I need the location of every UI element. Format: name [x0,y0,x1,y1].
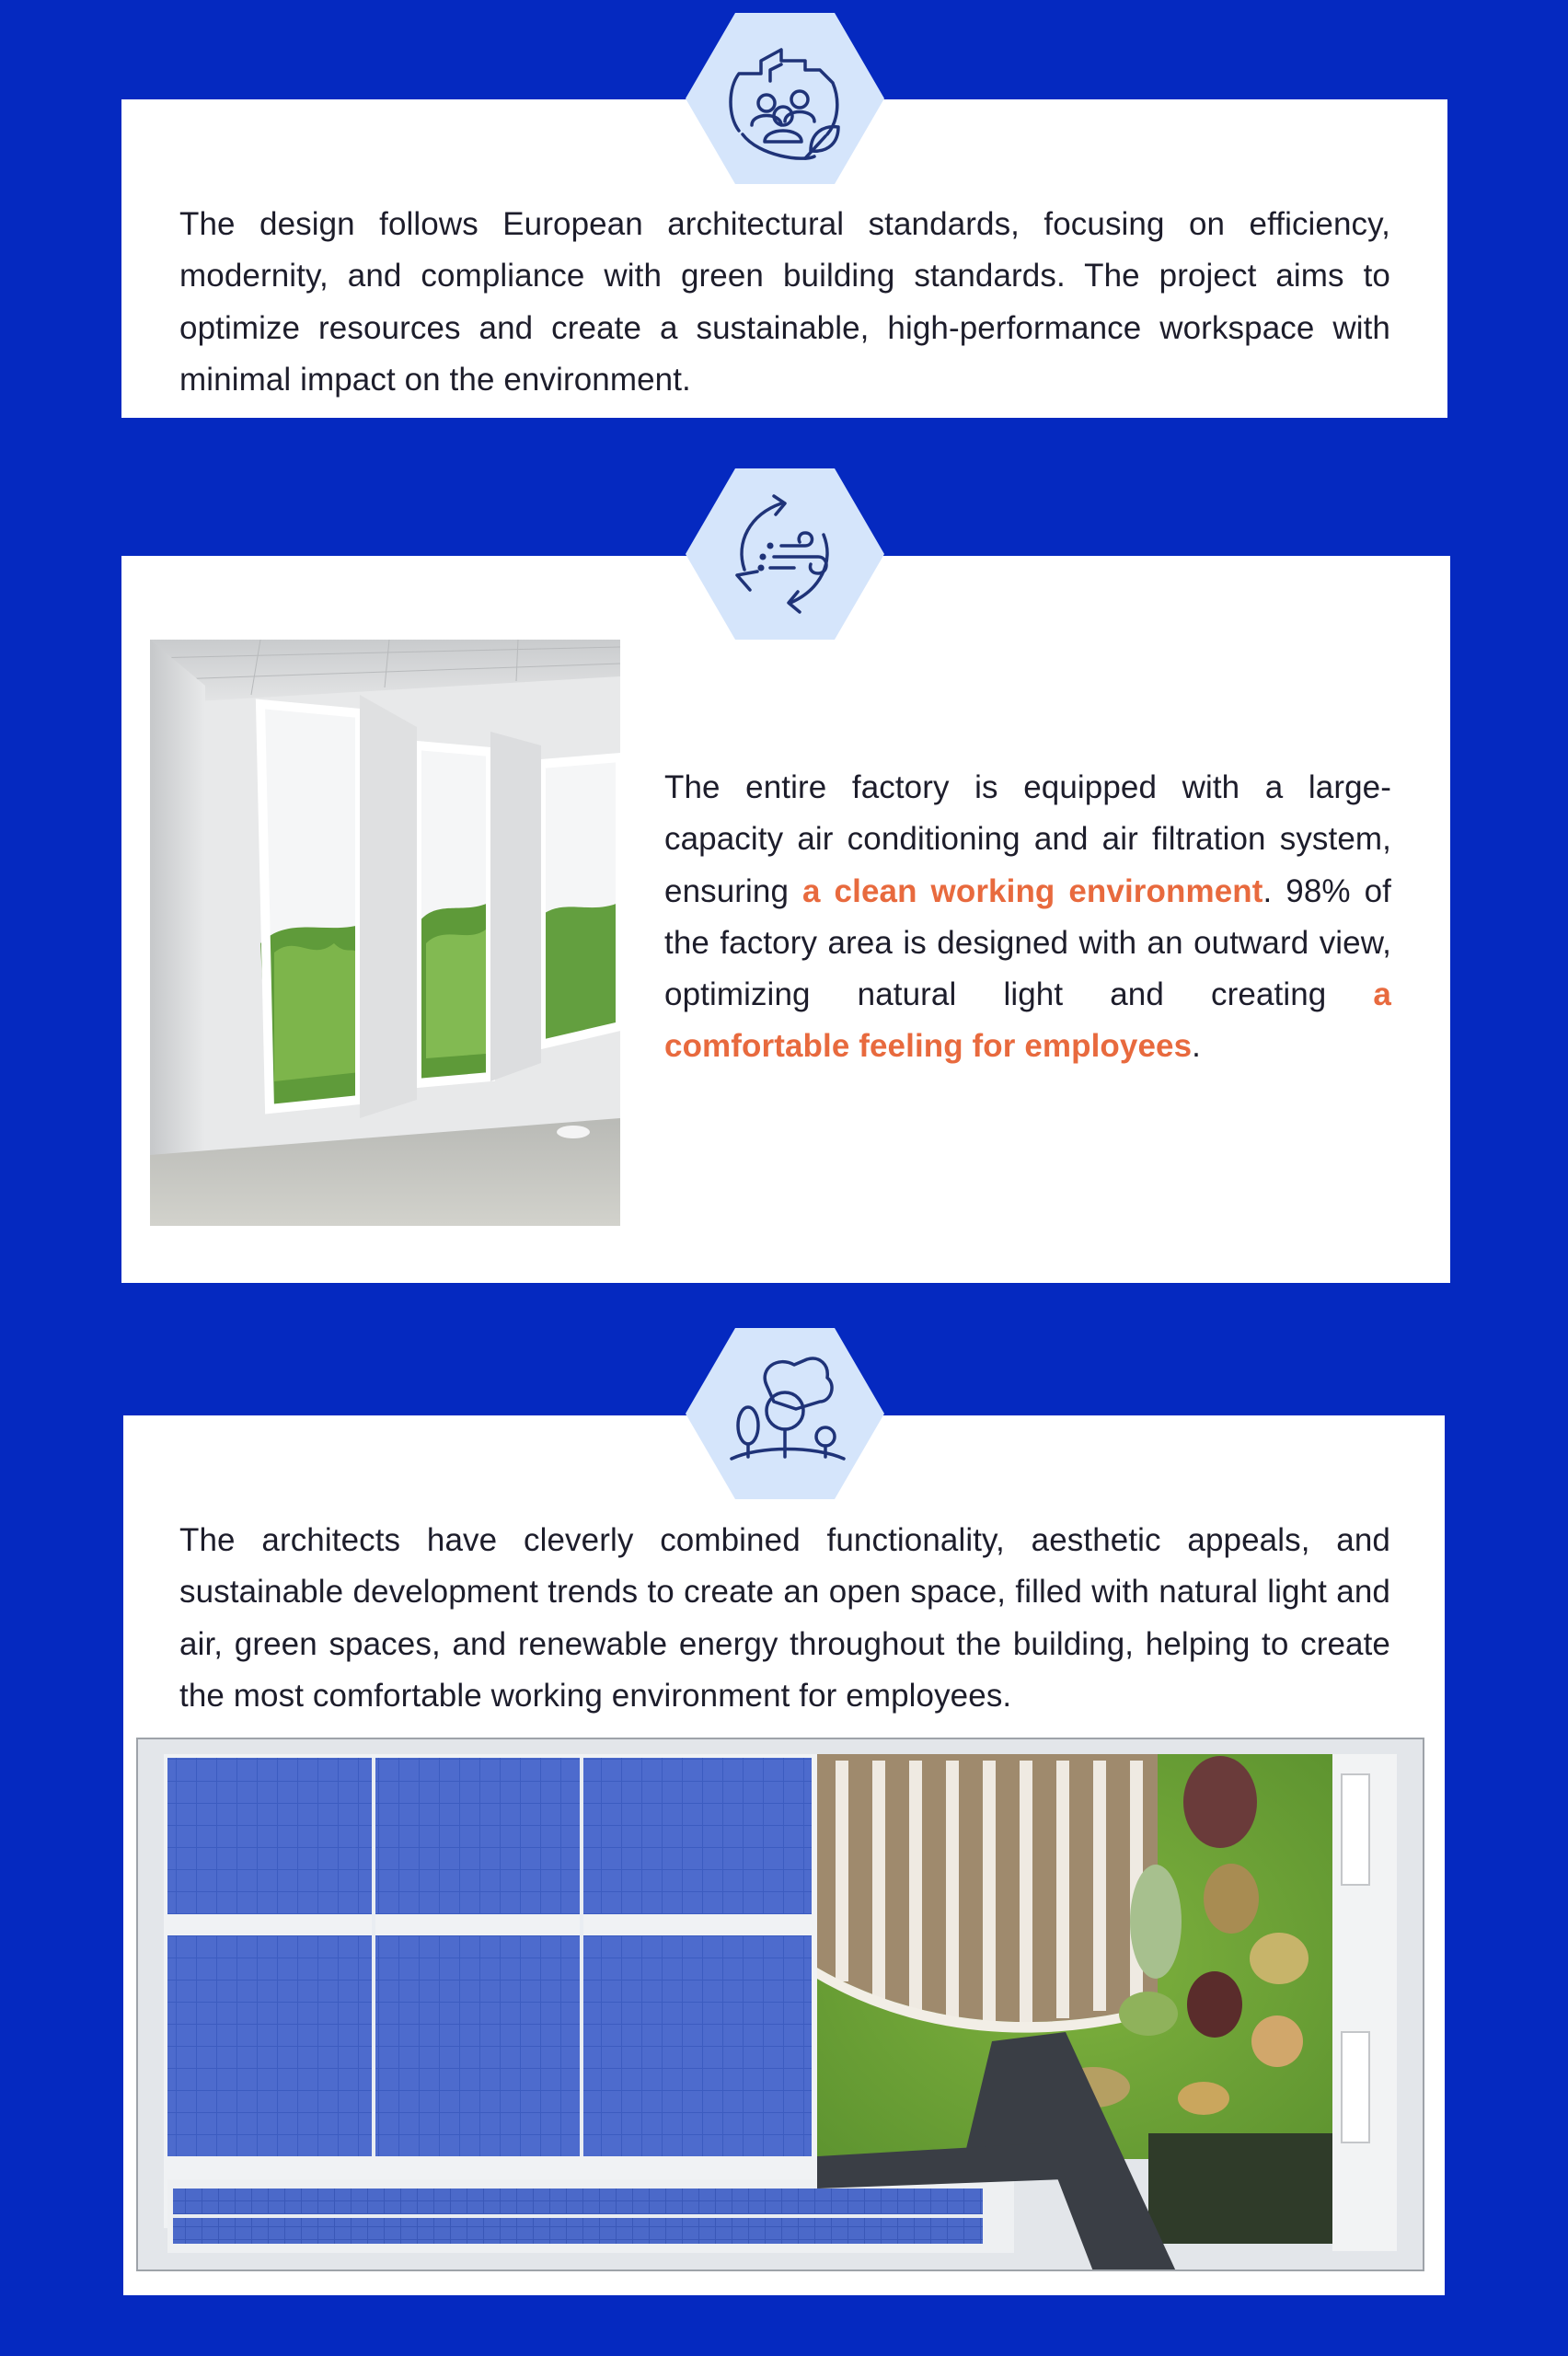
paragraph-text: . 98% of the factory area is designed with an outward view, optimizing natural light and creating [664,872,1391,1013]
sustainability-paragraph: The architects have cleverly combined functionality, aesthetic appeals, and sustainable development trends to create an open space, filled with natural light and air, green spaces, and renewable energy throughout the building, helping to create the most comfortable working environment for employees. [179,1522,1390,1714]
air-circulation-icon [686,468,884,640]
intro-paragraph: The design follows European architectural standards, focusing on efficiency, modernity, and compliance with green building standards. The project aims to optimize resources and create a sustainable, high-performance workspace with minimal impact on the environment. [179,206,1390,398]
community-building-icon [686,13,884,184]
highlight-comfortable-feeling: a comfortable feeling for employees [664,976,1391,1065]
window-view-photo [150,640,620,1226]
rooftop-solar-garden-photo [136,1738,1424,2271]
air-quality-paragraph [664,762,1391,1073]
paragraph-text: The entire factory is equipped with a large-capacity air conditioning and air filtration system, ensuring [664,769,1391,909]
green-space-icon [686,1328,884,1499]
paragraph-text: . [1192,1028,1201,1065]
highlight-clean-environment: a clean working environment [802,872,1263,909]
